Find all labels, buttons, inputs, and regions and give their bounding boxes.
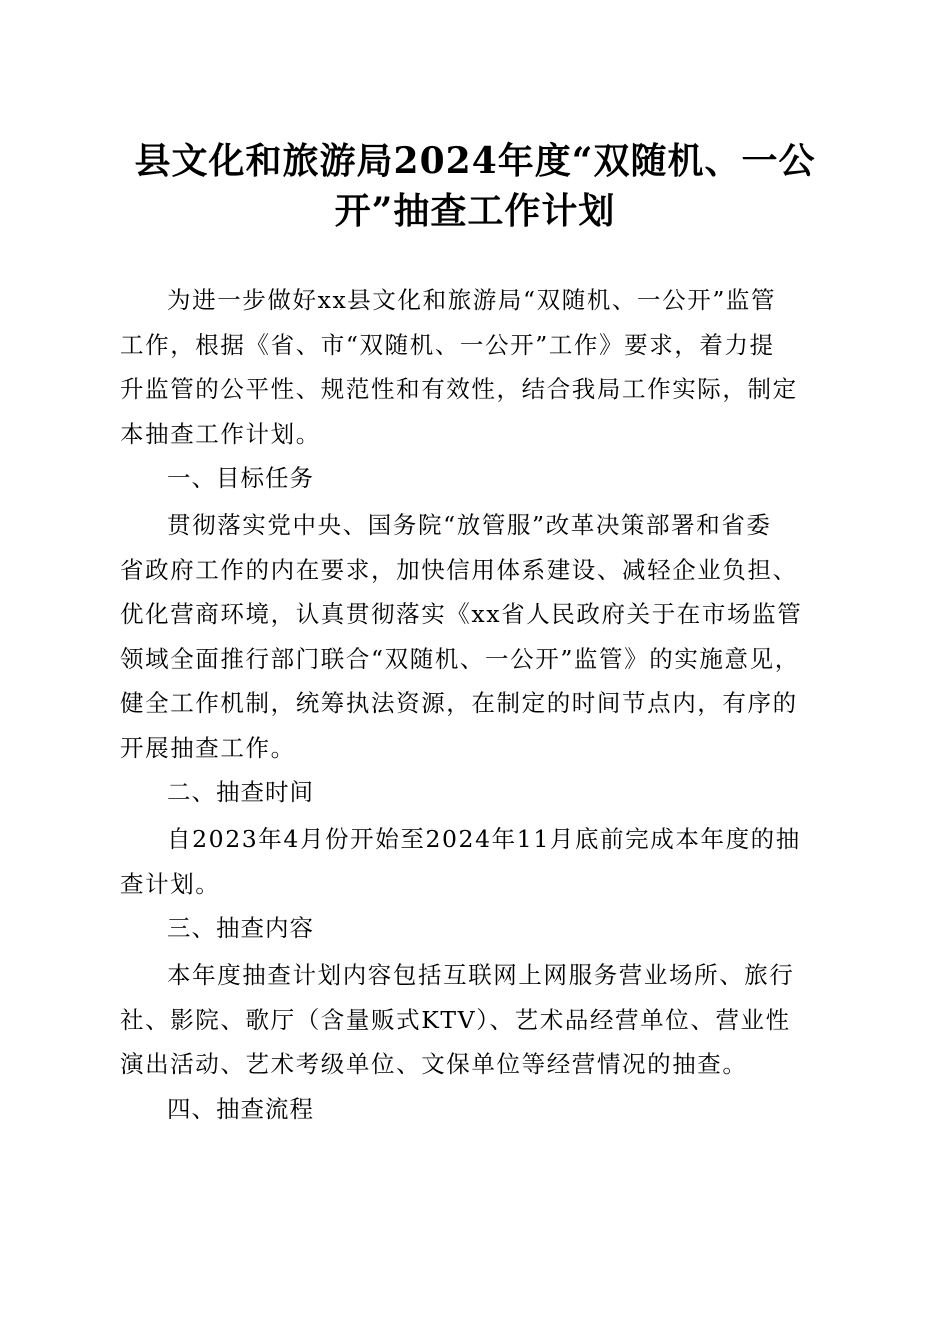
text-line: 为进一步做好xx县文化和旅游局“双随机、一公开”监管 (167, 286, 777, 314)
title-line-2: 开”抽查工作计划 (334, 190, 616, 232)
text-line: 查计划。 (120, 869, 221, 898)
text-line: 自2023年4月份开始至2024年11月底前完成本年度的抽 (167, 825, 801, 853)
text-line: 社、影院、歌厅（含量贩式KTV）、艺术品经营单位、营业性 (120, 1005, 791, 1034)
section-paragraph-time (120, 817, 832, 906)
text-line: 优化营商环境，认真贯彻落实《xx省人民政府关于在市场监管 (120, 600, 803, 628)
text-line: 开展抽查工作。 (120, 733, 296, 762)
section-paragraph-content (120, 953, 832, 1087)
section-heading-time: 二、抽查时间 (167, 778, 314, 806)
section-heading-process: 四、抽查流程 (167, 1094, 314, 1123)
document-title (118, 136, 832, 236)
intro-paragraph (120, 278, 832, 456)
text-line: 演出活动、艺术考级单位、文保单位等经营情况的抽查。 (120, 1050, 748, 1078)
document-body (120, 278, 832, 1134)
text-line: 省政府工作的内在要求，加快信用体系建设、减轻企业负担、 (120, 555, 798, 584)
section-heading-content: 三、抽查内容 (167, 914, 314, 942)
section-paragraph-goals (120, 503, 832, 770)
text-line: 本年度抽查计划内容包括互联网上网服务营业场所、旅行 (167, 961, 795, 989)
text-line: 本抽查工作计划。 (120, 419, 321, 448)
text-line: 工作，根据《省、市“双随机、一公开”工作》要求，着力提 (120, 330, 775, 359)
text-line: 健全工作机制，统筹执法资源，在制定的时间节点内，有序的 (120, 689, 798, 717)
text-line: 领域全面推行部门联合“双随机、一公开”监管》的实施意见， (120, 644, 800, 673)
title-line-1: 县文化和旅游局2024年度“双随机、一公 (134, 140, 816, 182)
section-heading-goals: 一、目标任务 (167, 464, 314, 492)
text-line: 升监管的公平性、规范性和有效性，结合我局工作实际，制定 (120, 375, 798, 403)
text-line: 贯彻落实党中央、国务院“放管服”改革决策部署和省委 (167, 511, 772, 539)
